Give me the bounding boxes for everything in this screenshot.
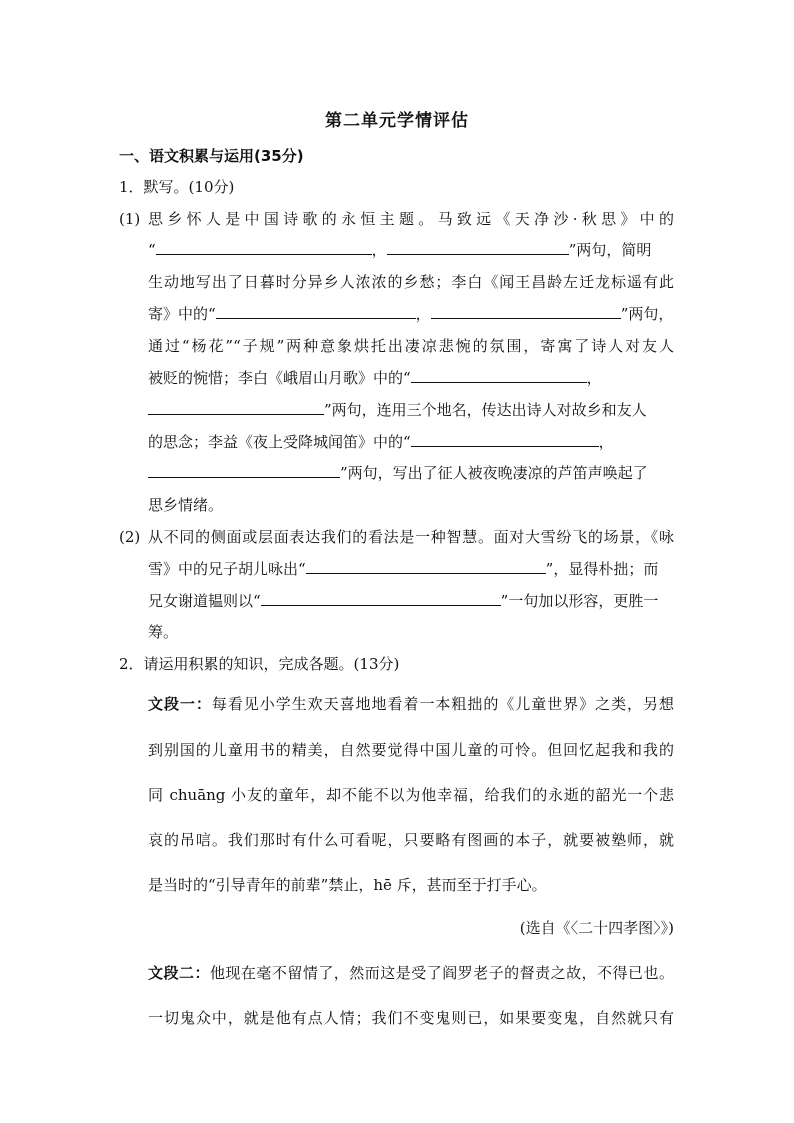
answer-blank[interactable] [411, 432, 599, 447]
text-line [148, 368, 602, 388]
comma: ， [371, 241, 387, 259]
text-fragment: 他现在毫不留情了，然而这是受了阎罗老子的督责之故，不得已也。 [209, 964, 674, 982]
text-fragment: ”两句， [620, 305, 674, 323]
text-fragment: 寄》中的“ [148, 305, 216, 323]
sub-question-number: (2) [119, 528, 141, 546]
answer-blank[interactable] [387, 240, 569, 255]
answer-blank[interactable] [156, 240, 372, 255]
text-line: 通过“杨花”“子规”两种意象烘托出凄凉悲惋的氛围，寄寓了诗人对友人 [148, 337, 674, 355]
text-fragment: 被贬的惋惜；李白《峨眉山月歌》中的“ [148, 369, 411, 387]
text-fragment: 雪》中的兄子胡儿咏出“ [148, 560, 306, 578]
text-fragment: ”两句，连用三个地名，传达出诗人对故乡和友人 [324, 401, 647, 419]
text-line: 筹。 [148, 623, 179, 641]
answer-blank[interactable] [148, 400, 324, 415]
question-1-heading: 1．默写。(10分) [119, 178, 235, 196]
text-line [148, 963, 674, 983]
answer-blank[interactable] [148, 463, 340, 478]
text-line: 到别国的儿童用书的精美，自然要觉得中国儿童的可怜。但回忆起我和我的 [148, 741, 674, 759]
text-fragment: 每看见小学生欢天喜地地看着一本粗拙的《儿童世界》之类，另想 [211, 695, 674, 713]
text-fragment: ”两句，写出了征人被夜晚凄凉的芦笛声唤起了 [340, 464, 648, 482]
answer-blank[interactable] [216, 304, 416, 319]
text-fragment: ”两句，简明 [568, 241, 652, 259]
source-citation: (选自《〈二十四孝图〉》) [519, 919, 674, 937]
text-line [148, 432, 614, 452]
text-line [148, 463, 648, 483]
question-2-heading: 2．请运用积累的知识，完成各题。(13分) [119, 655, 400, 673]
text-line: 是当时的“引导青年的前辈”禁止，hē 斥，甚而至于打手心。 [148, 876, 547, 894]
text-fragment: ”一句加以形容，更胜一 [500, 592, 659, 610]
text-line [148, 559, 658, 579]
answer-blank[interactable] [261, 591, 501, 606]
comma: ， [598, 433, 614, 451]
answer-blank[interactable] [431, 304, 621, 319]
section-heading: 一、语文积累与运用(35分) [119, 147, 304, 165]
text-line: 同 chuāng 小友的童年，却不能不以为他幸福，给我们的永逝的韶光一个悲 [148, 786, 674, 804]
text-line: 思乡情绪。 [148, 496, 224, 514]
text-fragment: 的思念；李益《夜上受降城闻笛》中的“ [148, 433, 411, 451]
passage-label: 文段二： [148, 964, 210, 982]
comma: ， [415, 305, 431, 323]
answer-blank[interactable] [306, 559, 546, 574]
passage-label: 文段一： [148, 695, 212, 713]
text-fragment: ”，显得朴拙；而 [545, 560, 659, 578]
text-line [148, 240, 651, 260]
text-line: 思乡怀人是中国诗歌的永恒主题。马致远《天净沙·秋思》中的 [148, 210, 674, 228]
text-line [148, 304, 673, 324]
text-fragment: 兄女谢道韫则以“ [148, 592, 261, 610]
text-line [148, 591, 658, 611]
sub-question-number: (1) [119, 210, 141, 228]
page-title: 第二单元学情评估 [325, 111, 469, 131]
text-line: 哀的吊唁。我们那时有什么可看呢，只要略有图画的本子，就要被塾师，就 [148, 831, 674, 849]
text-line [148, 400, 647, 420]
text-line [148, 694, 674, 714]
text-line: 一切鬼众中，就是他有点人情；我们不变鬼则已，如果要变鬼，自然就只有 [148, 1009, 674, 1027]
quote-open: “ [148, 241, 156, 259]
comma: ， [586, 369, 602, 387]
text-line: 生动地写出了日暮时分异乡人浓浓的乡愁；李白《闻王昌龄左迁龙标遥有此 [148, 273, 674, 291]
text-line: 从不同的侧面或层面表达我们的看法是一种智慧。面对大雪纷飞的场景，《咏 [148, 528, 674, 546]
answer-blank[interactable] [411, 368, 587, 383]
